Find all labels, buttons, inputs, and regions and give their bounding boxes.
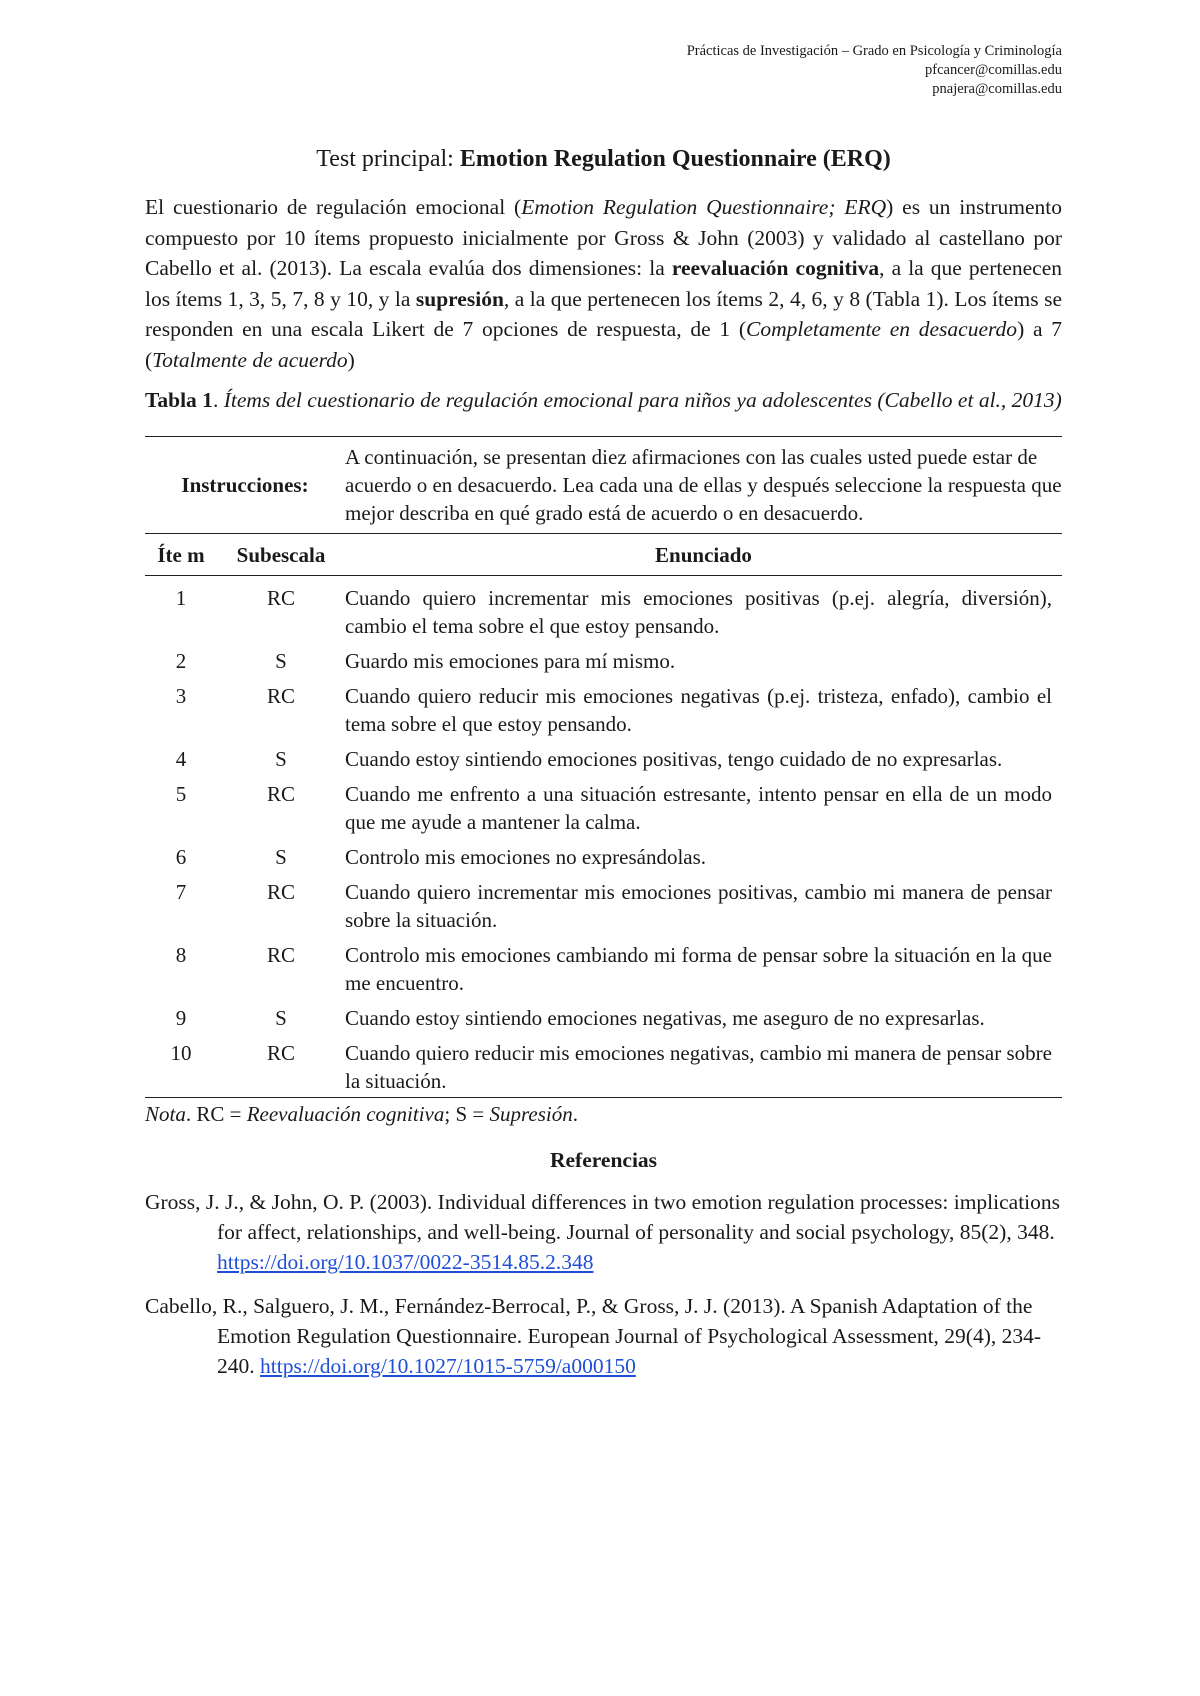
item-subscale: RC	[266, 585, 295, 610]
item-statement: Controlo mis emociones no expresándolas.	[345, 844, 707, 869]
intro-text-5: ) a 7 (	[145, 317, 1063, 372]
instructions-text: A continuación, se presentan diez afirmaciones con las cuales usted puede estar de acuerdo o en desacuerdo. Lea cada una de ellas y después seleccione la respuesta que mejor describa en qué grado está de acuerdo o en desacuerdo.	[345, 436, 1062, 533]
caption-text: Ítems del cuestionario de regulación emocional para niños ya adolescentes (Cabello et al., 2013)	[223, 388, 1062, 412]
intro-text-3: , a la que pertenecen los ítems 1, 3, 5, 7, 8 y 10, y la	[145, 256, 1062, 311]
intro-text-4: , a la que pertenecen los ítems 2, 4, 6, y 8 (Tabla 1). Los ítems se responden en una escala Likert de 7 opciones de respuesta, de 1 (	[145, 286, 1063, 341]
note-text-2: ; S =	[444, 1101, 490, 1126]
instructions-label: Instrucciones:	[145, 436, 345, 533]
note-label: Nota	[145, 1101, 186, 1126]
item-statement: Cuando estoy sintiendo emociones positivas, tengo cuidado de no expresarlas.	[345, 746, 1003, 771]
page-title	[145, 144, 1062, 174]
item-statement: Cuando quiero incrementar mis emociones positivas (p.ej. alegría, diversión), cambio el tema sobre el que estoy pensando.	[345, 585, 1052, 638]
item-subscale: S	[275, 648, 287, 673]
table-row	[145, 840, 1062, 875]
caption-sep: .	[212, 388, 224, 412]
reference-text: Cabello, R., Salguero, J. M., Fernández-Berrocal, P., & Gross, J. J. (2013). A Spanish Adaptation of the Emotion Regulation Questionnaire. European Journal of Psychological Assessment, 29(4), 234-240.	[145, 1293, 1042, 1378]
table-row	[145, 938, 1062, 1001]
intro-text-6: )	[347, 347, 355, 372]
item-number: 3	[175, 683, 187, 708]
item-statement: Controlo mis emociones cambiando mi forma de pensar sobre la situación en la que me encuentro.	[345, 942, 1052, 995]
title-bold: Emotion Regulation Questionnaire (ERQ)	[459, 146, 891, 172]
item-subscale: RC	[217, 1036, 345, 1098]
header-email-2: pnajera@comillas.edu	[932, 81, 1062, 97]
item-number: 10	[145, 1036, 217, 1098]
title-prefix: Test principal:	[316, 146, 460, 172]
intro-paragraph	[145, 192, 1062, 375]
table-caption	[145, 385, 1062, 416]
item-statement: Cuando quiero incrementar mis emociones positivas, cambio mi manera de pensar sobre la situación.	[345, 879, 1052, 932]
note-text-3: .	[572, 1101, 578, 1126]
note-italic-2: Supresión	[489, 1101, 573, 1126]
doi-link[interactable]: https://doi.org/10.1027/1015-5759/a000150	[260, 1353, 636, 1378]
header-subscale: Subescala	[217, 533, 345, 575]
item-subscale: RC	[266, 683, 295, 708]
item-number: 9	[175, 1005, 187, 1030]
item-statement: Cuando quiero reducir mis emociones negativas (p.ej. tristeza, enfado), cambio el tema sobre el que estoy pensando.	[345, 683, 1052, 736]
table-row	[145, 679, 1062, 742]
intro-bold-2: supresión	[415, 286, 504, 311]
item-statement: Guardo mis emociones para mí mismo.	[345, 648, 676, 673]
reference-text: Gross, J. J., & John, O. P. (2003). Individual differences in two emotion regulation processes: implications for affect, relationships, and well-being. Journal of personality and social psychology, 85(2), 348.	[145, 1189, 1061, 1244]
references-heading: Referencias	[549, 1147, 658, 1172]
erq-table	[145, 436, 1062, 1098]
table-row	[145, 1036, 1062, 1098]
item-subscale: RC	[266, 781, 295, 806]
item-number: 1	[175, 585, 187, 610]
header-item: Íte m	[145, 533, 217, 575]
item-number: 7	[175, 879, 187, 904]
note-italic-1: Reevaluación cognitiva	[246, 1101, 445, 1126]
instructions-row	[145, 436, 1062, 533]
header-email-1: pfcancer@comillas.edu	[925, 62, 1062, 78]
item-subscale: RC	[266, 942, 295, 967]
table-row	[145, 575, 1062, 644]
item-number: 5	[175, 781, 187, 806]
intro-italic-3: Totalmente de acuerdo	[152, 347, 348, 372]
item-number: 6	[175, 844, 187, 869]
item-subscale: S	[275, 746, 287, 771]
intro-text-2: ) es un instrumento compuesto por 10 ítems propuesto inicialmente por Gross & John (2003) y validado al castellano por Cabello et al. (2013). La escala evalúa dos dimensiones: la	[145, 195, 1063, 280]
table-header-row	[145, 533, 1062, 575]
reference-item	[145, 1187, 1062, 1277]
note-text-1: . RC =	[185, 1101, 247, 1126]
header-course: Prácticas de Investigación – Grado en Psicología y Criminología	[686, 43, 1062, 59]
table-row	[145, 777, 1062, 840]
doi-link[interactable]: https://doi.org/10.1037/0022-3514.85.2.348	[217, 1249, 594, 1274]
table-row	[145, 1001, 1062, 1036]
item-statement: Cuando quiero reducir mis emociones negativas, cambio mi manera de pensar sobre la situación.	[345, 1036, 1062, 1098]
item-statement: Cuando estoy sintiendo emociones negativas, me aseguro de no expresarlas.	[345, 1005, 985, 1030]
item-number: 2	[175, 648, 187, 673]
page-header	[687, 42, 1062, 99]
reference-item	[145, 1291, 1062, 1381]
table-row	[145, 875, 1062, 938]
main-content	[145, 144, 1062, 1395]
intro-italic-1: Emotion Regulation Questionnaire; ERQ	[521, 195, 887, 219]
table-note	[145, 1100, 1062, 1128]
table-row	[145, 742, 1062, 777]
table-row	[145, 644, 1062, 679]
item-subscale: S	[275, 844, 287, 869]
intro-italic-2: Completamente en desacuerdo	[746, 317, 1018, 341]
intro-bold-1: reevaluación cognitiva	[671, 256, 880, 280]
item-number: 4	[175, 746, 187, 771]
item-subscale: S	[275, 1005, 287, 1030]
caption-label: Tabla 1	[145, 388, 213, 412]
item-subscale: RC	[266, 879, 295, 904]
item-number: 8	[175, 942, 187, 967]
header-statement: Enunciado	[345, 533, 1062, 575]
intro-text-1: El cuestionario de regulación emocional (	[145, 195, 522, 219]
item-statement: Cuando me enfrento a una situación estresante, intento pensar en ella de un modo que me ayude a mantener la calma.	[345, 781, 1052, 834]
